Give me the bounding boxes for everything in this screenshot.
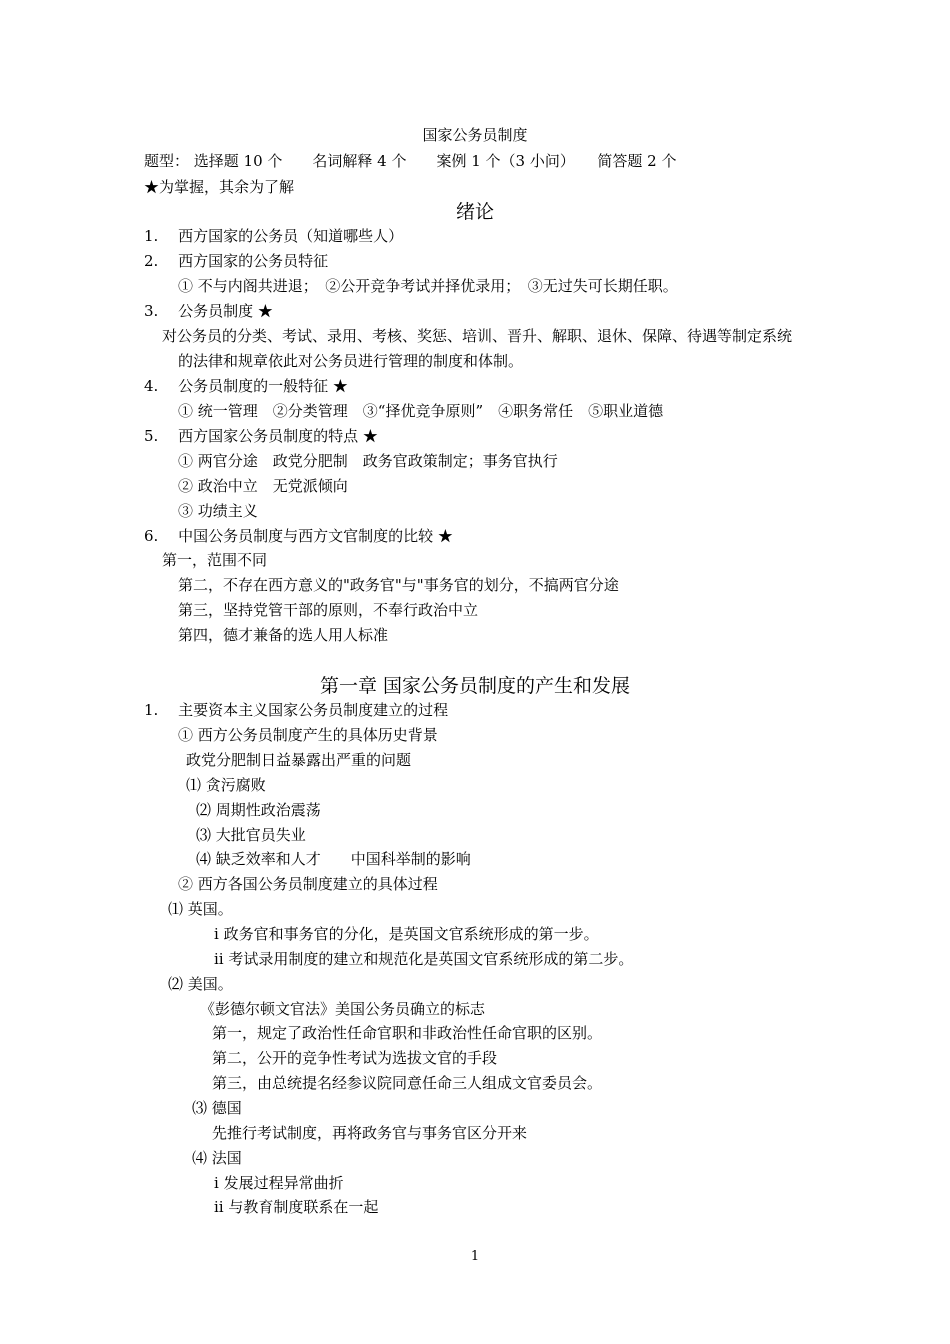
list-item: ⑶ 大批官员失业: [196, 826, 306, 844]
list-item: ⑷ 缺乏效率和人才 中国科举制的影响: [196, 850, 471, 868]
list-item: 第三，坚持党管干部的原则，不奉行政治中立: [178, 601, 479, 619]
list-item: ⅱ 考试录用制度的建立和规范化是英国文官系统形成的第二步。: [214, 950, 634, 968]
list-item: 1. 西方国家的公务员（知道哪些人）: [144, 227, 404, 245]
list-item: 第二，不存在西方意义的"政务官"与"事务官的划分，不搞两官分途: [178, 576, 619, 594]
list-item: 《彭德尔顿文官法》美国公务员确立的标志: [200, 1000, 486, 1018]
list-item: ⑶ 德国: [192, 1099, 242, 1117]
list-item: ⑵ 周期性政治震荡: [196, 801, 321, 819]
list-item: 的法律和规章依此对公务员进行管理的制度和体制。: [178, 352, 524, 370]
list-item: ① 西方公务员制度产生的具体历史背景: [178, 726, 438, 744]
list-item: ⑷ 法国: [192, 1149, 242, 1167]
list-item: ① 两官分途 政党分肥制 政务官政策制定；事务官执行: [178, 452, 558, 470]
list-item: ① 统一管理 ②分类管理 ③“择优竞争原则” ④职务常任 ⑤职业道德: [178, 402, 664, 420]
list-item: ⅱ 与教育制度联系在一起: [214, 1198, 379, 1216]
list-item: 2. 西方国家的公务员特征: [144, 252, 329, 270]
exam-info: 题型： 选择题 10 个 名词解释 4 个 案例 1 个（3 小问） 简答题 2 个: [144, 152, 677, 170]
page-number: 1: [470, 1249, 480, 1264]
list-item: 6. 中国公务员制度与西方文官制度的比较 ★: [144, 527, 453, 545]
chapter-heading: 第一章 国家公务员制度的产生和发展: [319, 675, 631, 697]
list-item: ⅰ 发展过程异常曲折: [214, 1174, 344, 1192]
list-item: ⑴ 英国。: [168, 900, 233, 918]
list-item: 第二，公开的竞争性考试为选拔文官的手段: [212, 1049, 498, 1067]
list-item: ⑵ 美国。: [168, 975, 233, 993]
list-item: ② 西方各国公务员制度建立的具体过程: [178, 875, 438, 893]
list-item: ② 政治中立 无党派倾向: [178, 477, 348, 495]
list-item: ⅰ 政务官和事务官的分化，是英国文官系统形成的第一步。: [214, 925, 599, 943]
list-item: ⑴ 贪污腐败: [186, 776, 266, 794]
list-item: 3. 公务员制度 ★: [144, 302, 273, 320]
list-item: 5. 西方国家公务员制度的特点 ★: [144, 427, 378, 445]
list-item: 对公务员的分类、考试、录用、考核、奖惩、培训、晋升、解职、退休、保障、待遇等制定系统: [162, 327, 793, 345]
list-item: 4. 公务员制度的一般特征 ★: [144, 377, 348, 395]
list-item: 第一，规定了政治性任命官职和非政治性任命官职的区别。: [212, 1024, 603, 1042]
legend-note: ★为掌握，其余为了解: [144, 178, 295, 196]
list-item: 政党分肥制日益暴露出严重的问题: [186, 751, 412, 769]
list-item: 第四，德才兼备的选人用人标准: [178, 626, 389, 644]
document-title: 国家公务员制度: [422, 126, 528, 144]
list-item: 第三，由总统提名经参议院同意任命三人组成文官委员会。: [212, 1074, 603, 1092]
list-item: 1. 主要资本主义国家公务员制度建立的过程: [144, 701, 449, 719]
list-item: ③ 功绩主义: [178, 502, 258, 520]
list-item: 先推行考试制度，再将政务官与事务官区分开来: [212, 1124, 528, 1142]
intro-heading: 绪论: [455, 201, 494, 223]
list-item: ① 不与内阁共进退； ②公开竞争考试并择优录用； ③无过失可长期任职。: [178, 277, 678, 295]
list-item: 第一，范围不同: [162, 551, 268, 569]
